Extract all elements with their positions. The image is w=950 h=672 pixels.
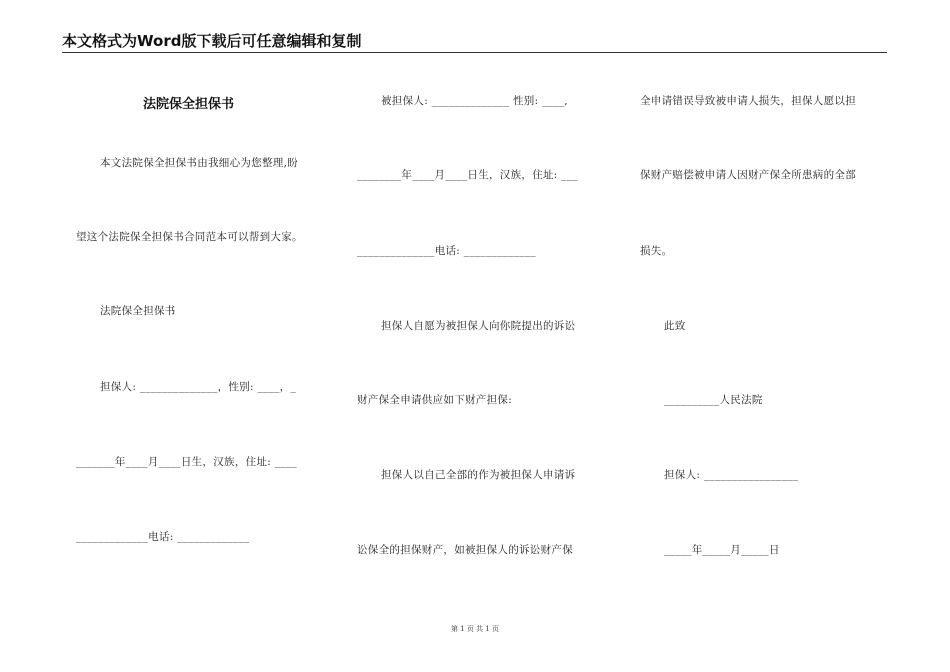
body-line-4: 讼保全的担保财产，如被担保人的诉讼财产保 — [357, 544, 573, 556]
guaranteed-birth-line: ________年____月____日生，汉族，住址: ___ — [357, 169, 578, 181]
guaranteed-line: 被担保人: ______________ 性别: ____, — [381, 95, 568, 107]
salutation: 此致 — [664, 320, 686, 332]
body-line-1: 担保人自愿为被担保人向你院提出的诉讼 — [381, 320, 576, 332]
document-title: 法院保全担保书 — [143, 97, 235, 112]
guarantor-birth-line: _______年____月____日生，汉族，住址: ____ — [76, 456, 297, 468]
header-rule — [62, 52, 887, 53]
court-line: __________人民法院 — [664, 394, 763, 406]
guarantor-line: 担保人: ______________，性别: ____，_ — [100, 381, 296, 393]
body-line-3: 担保人以自己全部的作为被担保人申请诉 — [381, 469, 576, 481]
guaranteed-phone-line: ______________电话: _____________ — [357, 245, 536, 257]
intro-line-2: 望这个法院保全担保书合同范本可以帮到大家。 — [76, 231, 303, 243]
body-line-6: 保财产赔偿被申请人因财产保全所患病的全部 — [640, 169, 856, 181]
intro-line-1: 本文法院保全担保书由我细心为您整理,盼 — [100, 157, 299, 169]
body-line-7: 损失。 — [640, 245, 673, 257]
signature-line: 担保人: _________________ — [664, 469, 799, 481]
page-footer: 第 1 页 共 1 页 — [450, 625, 500, 633]
guarantor-phone-line: _____________电话: _____________ — [76, 531, 250, 543]
date-line: _____年_____月_____日 — [664, 544, 780, 556]
section-heading: 法院保全担保书 — [100, 305, 176, 317]
document-header: 本文格式为Word版下载后可任意编辑和复制 — [62, 32, 362, 50]
body-line-2: 财产保全申请供应如下财产担保: — [357, 394, 513, 406]
body-line-5: 全申请错误导致被申请人损失，担保人愿以担 — [640, 95, 856, 107]
